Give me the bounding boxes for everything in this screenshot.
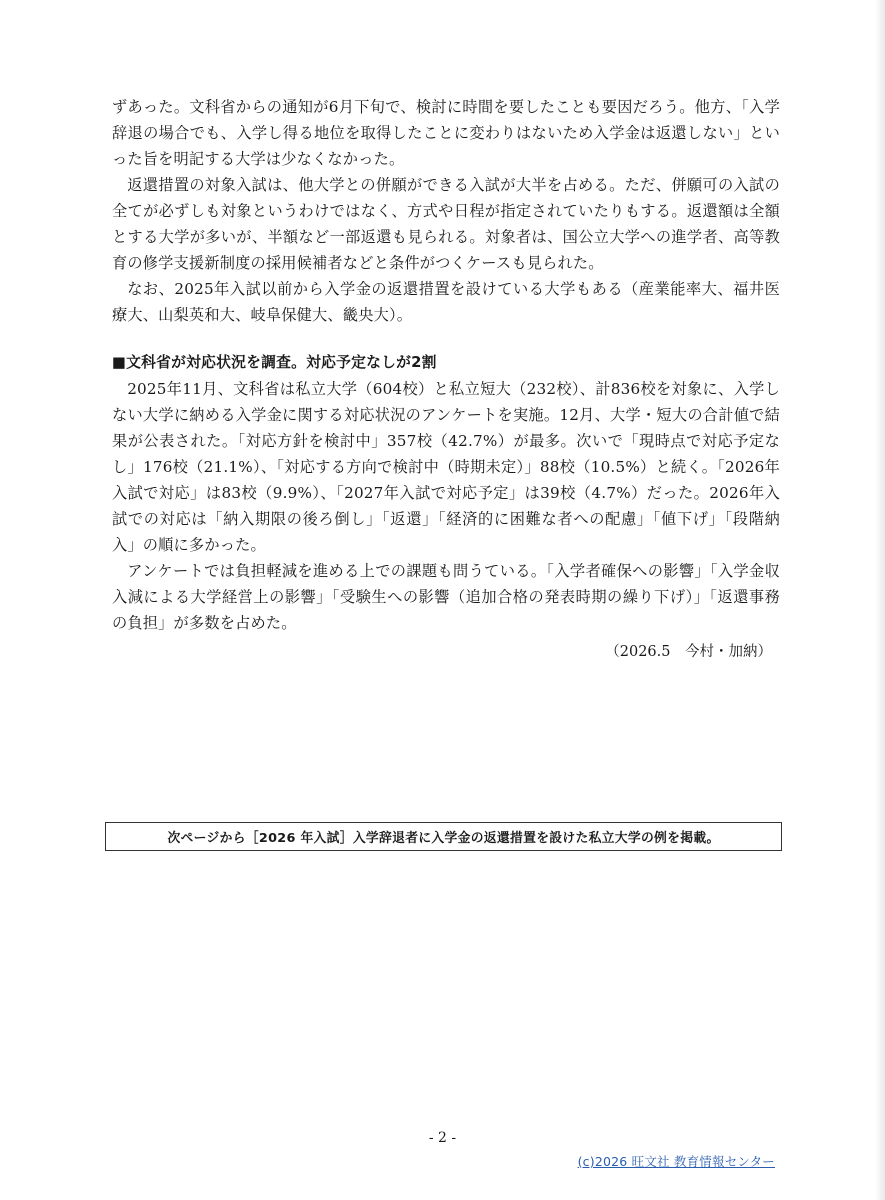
next-page-notice — [105, 822, 782, 851]
section-gap — [112, 328, 780, 350]
page-edge-shadow — [875, 0, 885, 1200]
intro-paragraph-1: ずあった。文科省からの通知が6月下旬で、検討に時間を要したことも要因だろう。他方、「入学辞退の場合でも、入学し得る地位を取得したことに変わりはないため入学金は返還しない」といった旨を明記する大学は少なくなかった。 — [112, 98, 780, 168]
article-body — [112, 94, 780, 665]
author-signature: （2026.5 今村・加納） — [605, 644, 772, 660]
intro-paragraph-2: 返還措置の対象入試は、他大学との併願ができる入試が大半を占める。ただ、併願可の入試の全てが必ずしも対象というわけではなく、方式や日程が指定されていたりもする。返還額は全額とする大学が多いが、半額など一部返還も見られる。対象者は、国公立大学への進学者、高等教育の修学支援新制度の採用候補者などと条件がつくケースも見られた。 — [112, 176, 780, 272]
section-paragraph-1: 2025年11月、文科省は私立大学（604校）と私立短大（232校）、計836校を対象に、入学しない大学に納める入学金に関する対応状況のアンケートを実施。12月、大学・短大の合計値で結果が公表された。「対応方針を検討中」357校（42.7%）が最多。次いで「現時点で対応予定なし」176校（21.1%）、「対応する方向で検討中（時期未定）」88校（10.5%）と続く。「2026年入試で対応」は83校（9.9%）、「2027年入試で対応予定」は39校（4.7%）だった。2026年入試での対応は「納入期限の後ろ倒し」「返還」「経済的に困難な者への配慮」「値下げ」「段階納入」の順に多かった。 — [112, 380, 780, 554]
copyright-link[interactable]: (c)2026 旺文社 教育情報センター — [577, 1154, 775, 1169]
next-page-notice-text: 次ページから［2026 年入試］入学辞退者に入学金の返還措置を設けた私立大学の例を掲載。 — [167, 831, 720, 846]
section-paragraph-2: アンケートでは負担軽減を進める上での課題も問うている。「入学者確保への影響」「入学金収入減による大学経営上の影響」「受験生への影響（追加合格の発表時期の繰り下げ）」「返還事務の負担」が多数を占めた。 — [112, 562, 780, 632]
page-number: - 2 - — [428, 1130, 457, 1146]
section-heading: ■文科省が対応状況を調査。対応予定なしが2割 — [112, 354, 437, 371]
intro-paragraph-3: なお、2025年入試以前から入学金の返還措置を設けている大学もある（産業能率大、福井医療大、山梨英和大、岐阜保健大、畿央大）。 — [112, 280, 780, 324]
